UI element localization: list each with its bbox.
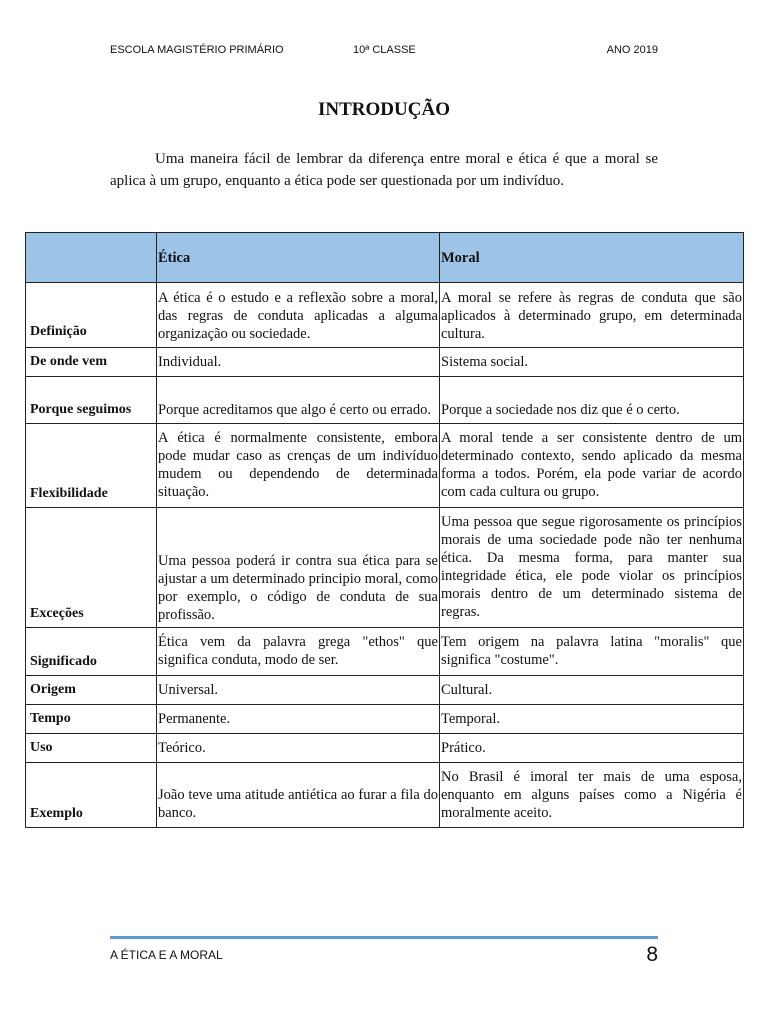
page-title: INTRODUÇÃO xyxy=(318,99,450,120)
etica-cell: Ética vem da palavra grega "ethos" que significa conduta, modo de ser. xyxy=(157,628,440,676)
table-row xyxy=(26,424,744,508)
row-label: De onde vem xyxy=(26,348,157,377)
moral-cell: Sistema social. xyxy=(440,348,744,377)
page-header xyxy=(110,44,658,60)
moral-cell: Temporal. xyxy=(440,705,744,734)
moral-cell: Tem origem na palavra latina "moralis" que significa "costume". xyxy=(440,628,744,676)
header-school: ESCOLA MAGISTÉRIO PRIMÁRIO xyxy=(110,44,284,56)
etica-cell: Universal. xyxy=(157,676,440,705)
table-row xyxy=(26,763,744,828)
row-label: Exceções xyxy=(26,508,157,628)
intro-paragraph: Uma maneira fácil de lembrar da diferença entre moral e ética é que a moral se aplica à um grupo, enquanto a ética pode ser questionada por um indivíduo. xyxy=(110,151,658,189)
moral-cell: No Brasil é imoral ter mais de uma esposa, enquanto em alguns países como a Nigéria é moralmente aceito. xyxy=(440,763,744,828)
table-row xyxy=(26,734,744,763)
moral-cell: A moral se refere às regras de conduta que são aplicados à determinado grupo, em determinada cultura. xyxy=(440,283,744,348)
page-number: 8 xyxy=(646,943,658,966)
etica-cell: A ética é o estudo e a reflexão sobre a moral, das regras de conduta aplicadas a alguma organização ou sociedade. xyxy=(157,283,440,348)
moral-cell: A moral tende a ser consistente dentro de um determinado contexto, sendo aplicado da mesma forma a todos. Porém, ela pode variar de acordo com cada cultura ou grupo. xyxy=(440,424,744,508)
row-label: Definição xyxy=(26,283,157,348)
table-row xyxy=(26,676,744,705)
etica-cell: A ética é normalmente consistente, embora pode mudar caso as crenças de um indivíduo mudem ou dependendo de determinada situação. xyxy=(157,424,440,508)
etica-cell: Teórico. xyxy=(157,734,440,763)
table-row xyxy=(26,348,744,377)
row-label: Porque seguimos xyxy=(26,377,157,424)
footer-divider xyxy=(110,936,658,939)
table-row xyxy=(26,705,744,734)
row-label: Exemplo xyxy=(26,763,157,828)
header-cell-moral: Moral xyxy=(440,233,744,283)
row-label: Tempo xyxy=(26,705,157,734)
moral-cell: Porque a sociedade nos diz que é o certo. xyxy=(440,377,744,424)
table-row xyxy=(26,377,744,424)
row-label: Uso xyxy=(26,734,157,763)
row-label: Significado xyxy=(26,628,157,676)
header-cell-etica: Ética xyxy=(157,233,440,283)
etica-cell: Individual. xyxy=(157,348,440,377)
header-cell-empty xyxy=(26,233,157,283)
etica-cell: Permanente. xyxy=(157,705,440,734)
etica-cell: João teve uma atitude antiética ao furar a fila do banco. xyxy=(157,763,440,828)
table-row xyxy=(26,628,744,676)
moral-cell: Cultural. xyxy=(440,676,744,705)
moral-cell: Prático. xyxy=(440,734,744,763)
comparison-table xyxy=(25,232,744,828)
header-year: ANO 2019 xyxy=(606,44,658,56)
table-header-row xyxy=(26,233,744,283)
etica-cell: Porque acreditamos que algo é certo ou errado. xyxy=(157,377,440,424)
footer-title: A ÉTICA E A MORAL xyxy=(110,948,223,962)
table-row xyxy=(26,508,744,628)
etica-cell: Uma pessoa poderá ir contra sua ética para se ajustar a um determinado principio moral, como por exemplo, o código de conduta de sua profissão. xyxy=(157,508,440,628)
moral-cell: Uma pessoa que segue rigorosamente os princípios morais de uma sociedade pode não ter nenhuma ética. Da mesma forma, para manter sua integridade ética, ele pode violar os princípios morais dentro de um determinado sistema de regras. xyxy=(440,508,744,628)
table-row xyxy=(26,283,744,348)
row-label: Origem xyxy=(26,676,157,705)
header-class: 10ª CLASSE xyxy=(353,44,416,56)
row-label: Flexibilidade xyxy=(26,424,157,508)
